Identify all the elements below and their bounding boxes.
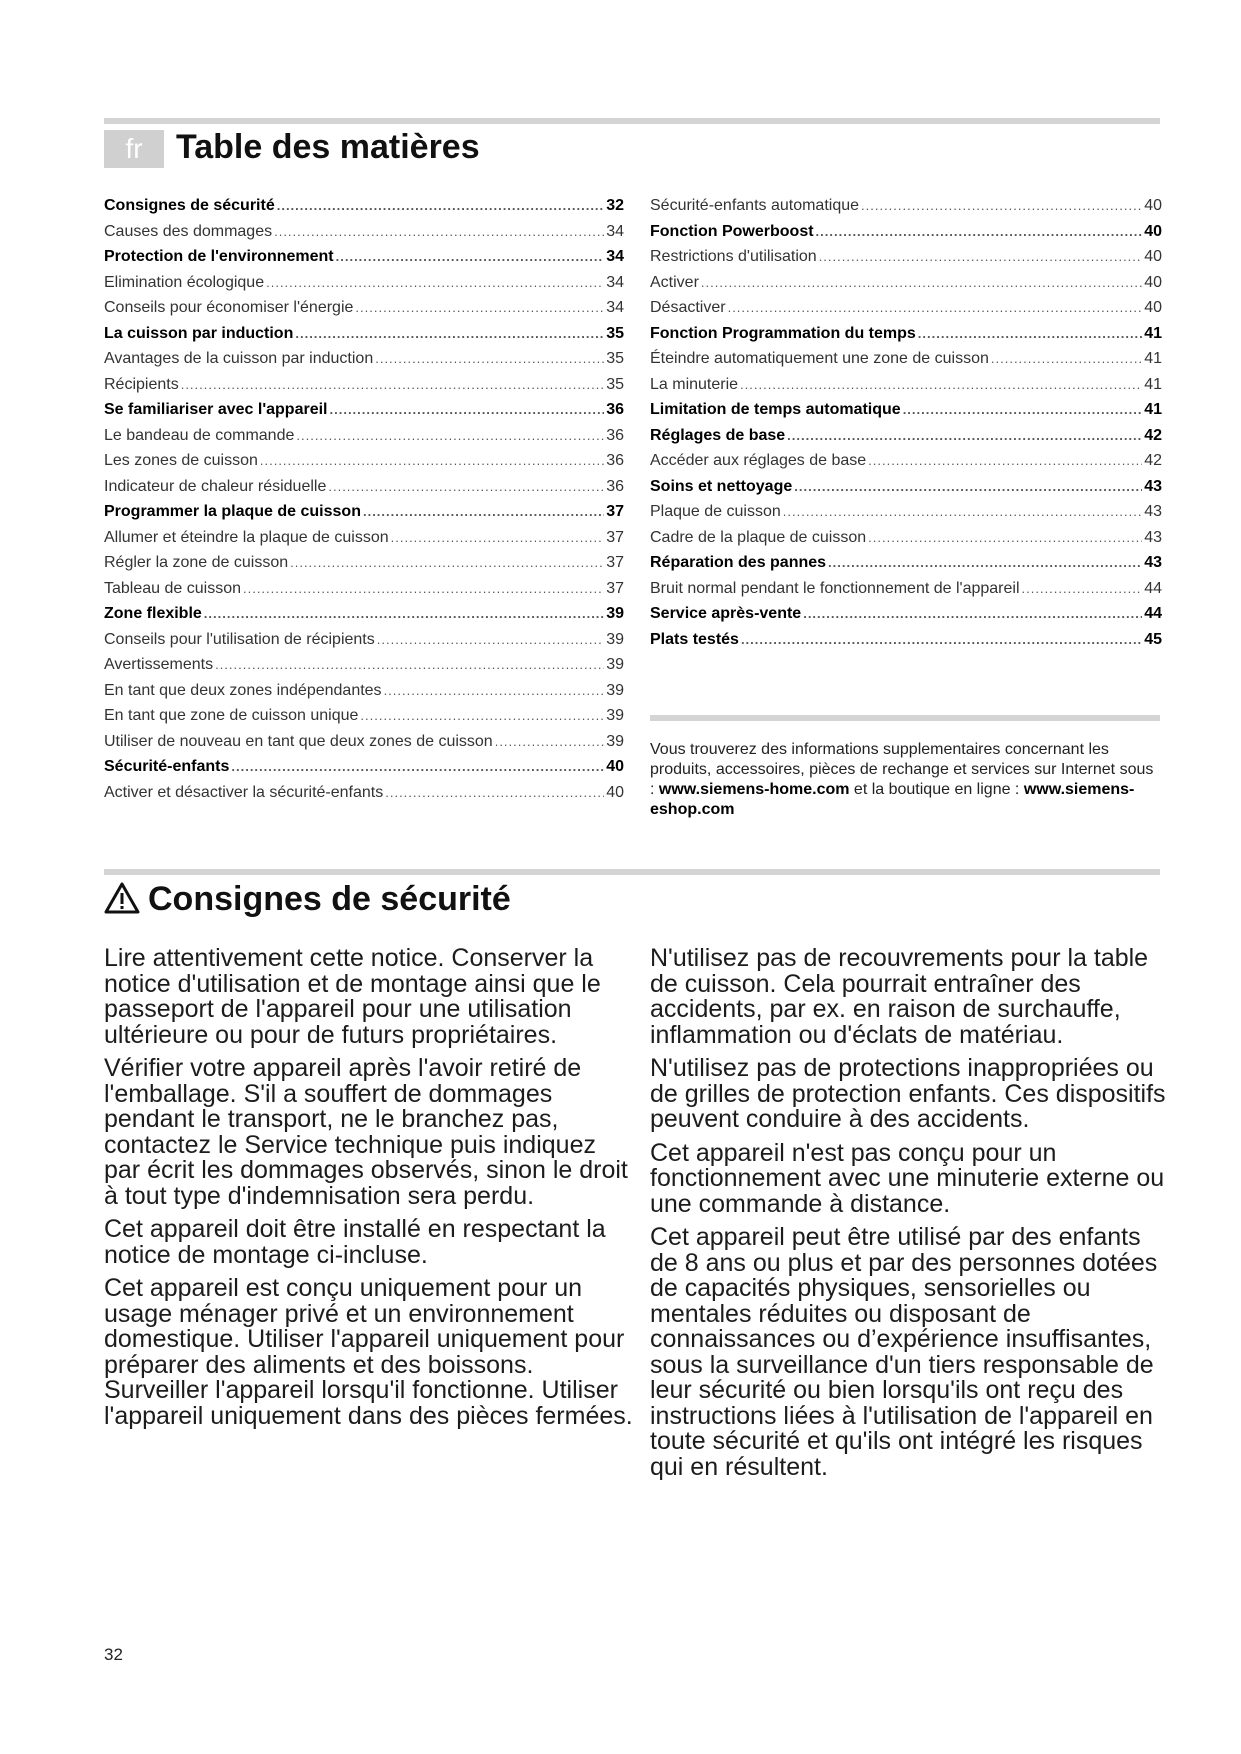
toc-leader-dots [868,525,1142,551]
toc-leader-dots [274,219,604,245]
toc-entry[interactable] [650,295,1162,321]
toc-entry[interactable] [104,499,624,525]
toc-entry[interactable] [104,627,624,653]
toc-entry-page: 36 [606,401,624,418]
toc-entry[interactable] [104,244,624,270]
toc-leader-dots [991,346,1142,372]
toc-entry-page: 41 [1144,401,1162,418]
toc-entry[interactable] [104,550,624,576]
toc-leader-dots [181,372,605,398]
toc-entry[interactable] [104,780,624,806]
toc-leader-dots [363,499,604,525]
toc-entry-page: 35 [606,375,624,393]
toc-entry[interactable] [104,729,624,755]
toc-leader-dots [918,321,1142,347]
toc-entry-page: 37 [606,579,624,597]
toc-entry-page: 40 [1144,197,1162,214]
toc-leader-dots [377,627,604,653]
toc-entry[interactable] [650,627,1162,653]
toc-entry[interactable] [650,270,1162,296]
safety-paragraph: Cet appareil peut être utilisé par des enfants de 8 ans ou plus et par des personnes dotées de capacités physiques, sensorielles ou mentales réduites ou disposant de connaissances ou d’expérience insuffisantes, sous la surveillance d'un tiers responsable de leur sécurité ou bien lorsqu'ils ont reçu des instructions liées à l'utilisation de l'appareil en toute sécurité et qu'ils ont intégré les risques qui en résultent. [650,1223,1158,1481]
toc-entry-page: 40 [1144,299,1162,316]
toc-entry[interactable] [104,423,624,449]
toc-entry[interactable] [104,321,624,347]
toc-entry[interactable] [104,448,624,474]
toc-leader-dots [783,499,1142,525]
toc-entry[interactable] [104,270,624,296]
toc-entry[interactable] [104,346,624,372]
toc-entry-label: Les zones de cuisson [104,452,258,469]
toc-entry-label: Avertissements [104,656,214,673]
toc-leader-dots [266,270,604,296]
toc-entry-page: 40 [606,758,624,775]
toc-entry-page: 40 [1144,222,1162,240]
toc-leader-dots [495,729,605,755]
toc-entry-label: Causes des dommages [104,222,273,240]
toc-entry[interactable] [650,321,1162,347]
toc-entry-page: 40 [1144,273,1162,291]
toc-leader-dots [701,270,1142,296]
toc-leader-dots [296,423,604,449]
safety-top-rule [104,869,1160,875]
toc-entry-page: 36 [606,477,624,495]
toc-entry-page: 41 [1144,350,1162,367]
safety-left-column [104,946,634,1437]
toc-entry-label: Réparation des pannes [650,554,827,571]
toc-leader-dots [277,193,604,219]
toc-leader-dots [803,601,1142,627]
safety-paragraph: Lire attentivement cette notice. Conserver la notice d'utilisation et de montage ainsi que le passeport de l'appareil pour une utilisation ultérieure ou pour de futurs propriétaires. [104,944,601,1049]
toc-entry-label: Limitation de temps automatique [650,401,901,418]
toc-entry-page: 34 [606,222,624,240]
toc-leader-dots [290,550,604,576]
toc-entry-page: 35 [606,324,624,342]
toc-entry-label: Elimination écologique [104,273,265,291]
toc-entry-page: 39 [606,605,624,622]
toc-leader-dots [231,754,604,780]
toc-leader-dots [260,448,604,474]
toc-entry-label: Régler la zone de cuisson [104,554,289,571]
toc-entry[interactable] [650,244,1162,270]
toc-entry[interactable] [104,295,624,321]
toc-entry-label: Zone flexible [104,605,202,622]
toc-leader-dots [360,703,604,729]
toc-entry-page: 34 [606,299,624,316]
toc-leader-dots [740,372,1142,398]
online-info-text-1: Vous trouverez des informations supplementaires concernant les produits, accessoires, pièces de rechange et services sur Internet sous : [650,741,1154,798]
toc-entry[interactable] [104,576,624,602]
siemens-home-link[interactable]: www.siemens-home.com [658,781,850,798]
toc-entry-label: Plaque de cuisson [650,503,781,520]
toc-entry[interactable] [104,652,624,678]
toc-leader-dots [391,525,605,551]
toc-leader-dots [728,295,1143,321]
toc-entry[interactable] [104,601,624,627]
toc-entry-page: 41 [1144,375,1162,393]
toc-entry-label: En tant que deux zones indépendantes [104,681,382,699]
toc-leader-dots [385,780,604,806]
toc-entry[interactable] [650,193,1162,219]
toc-leader-dots [828,550,1142,576]
toc-leader-dots [794,474,1142,500]
toc-entry[interactable] [104,525,624,551]
toc-title: Table des matières [176,128,480,166]
toc-entry-label: Avantages de la cuisson par induction [104,350,374,367]
safety-paragraph: Cet appareil est conçu uniquement pour un usage ménager privé et un environnement domestique. Utiliser l'appareil uniquement pour préparer des aliments et des boissons. Surveiller l'appareil lorsqu'il fonctionne. Utiliser l'appareil uniquement dans des pièces fermées. [104,1274,633,1430]
toc-entry-label: Allumer et éteindre la plaque de cuisson [104,528,389,546]
toc-entry-label: Soins et nettoyage [650,477,793,495]
toc-entry-page: 40 [1144,248,1162,265]
toc-entry-page: 45 [1144,630,1162,648]
toc-entry-label: Consignes de sécurité [104,197,275,214]
toc-entry-label: Conseils pour économiser l'énergie [104,299,354,316]
toc-entry-label: La cuisson par induction [104,324,294,342]
toc-entry-page: 42 [1144,426,1162,444]
toc-entry-label: Désactiver [650,299,726,316]
toc-entry-label: Tableau de cuisson [104,579,241,597]
toc-entry-label: Sécurité-enfants automatique [650,197,860,214]
toc-entry-page: 43 [1144,503,1162,520]
toc-entry-label: Le bandeau de commande [104,426,295,444]
toc-entry[interactable] [104,372,624,398]
toc-entry[interactable] [650,397,1162,423]
toc-top-rule [104,118,1160,124]
toc-entry-label: Conseils pour l'utilisation de récipients [104,630,375,648]
toc-entry-label: Restrictions d'utilisation [650,248,817,265]
toc-entry[interactable] [650,576,1162,602]
toc-entry[interactable] [650,372,1162,398]
toc-entry[interactable] [104,754,624,780]
toc-entry-page: 36 [606,452,624,469]
toc-left-column [104,193,624,805]
toc-entry-page: 34 [606,273,624,291]
toc-entry-label: Programmer la plaque de cuisson [104,503,361,520]
toc-entry-page: 43 [1144,528,1162,546]
toc-entry-page: 39 [606,707,624,724]
toc-entry[interactable] [104,219,624,245]
warning-triangle-icon [104,882,140,923]
toc-entry-page: 34 [606,248,624,265]
safety-heading [104,880,511,923]
toc-entry-label: Protection de l'environnement [104,248,334,265]
toc-leader-dots [204,601,604,627]
toc-entry[interactable] [104,193,624,219]
page-number: 32 [104,1645,123,1664]
toc-entry-page: 32 [606,197,624,214]
toc-entry-page: 36 [606,426,624,444]
toc-leader-dots [336,244,605,270]
toc-entry-label: Cadre de la plaque de cuisson [650,528,867,546]
toc-entry-label: Activer [650,273,699,291]
toc-entry-label: Récipients [104,375,179,393]
toc-leader-dots [330,397,605,423]
toc-entry-page: 35 [606,350,624,367]
info-rule [650,715,1160,721]
toc-entry-page: 44 [1144,579,1162,597]
toc-entry-label: Se familiariser avec l'appareil [104,401,328,418]
toc-entry[interactable] [650,601,1162,627]
toc-leader-dots [355,295,604,321]
toc-leader-dots [861,193,1142,219]
toc-leader-dots [375,346,604,372]
toc-entry-page: 37 [606,503,624,520]
toc-leader-dots [384,678,605,704]
toc-entry-page: 37 [606,528,624,546]
toc-leader-dots [903,397,1143,423]
toc-entry[interactable] [650,474,1162,500]
toc-leader-dots [787,423,1142,449]
toc-entry[interactable] [650,525,1162,551]
toc-entry-label: Bruit normal pendant le fonctionnement de l'appareil [650,579,1020,597]
toc-leader-dots [295,321,604,347]
toc-entry-label: Service après-vente [650,605,802,622]
toc-leader-dots [328,474,604,500]
toc-entry-label: Indicateur de chaleur résiduelle [104,477,327,495]
toc-entry-page: 43 [1144,554,1162,571]
toc-entry[interactable] [104,397,624,423]
toc-entry[interactable] [650,219,1162,245]
toc-leader-dots [819,244,1143,270]
toc-entry[interactable] [650,499,1162,525]
toc-leader-dots [741,627,1142,653]
toc-entry[interactable] [650,448,1162,474]
language-tag: fr [104,130,164,168]
toc-entry[interactable] [650,346,1162,372]
toc-entry-label: Fonction Programmation du temps [650,324,916,342]
safety-paragraph: N'utilisez pas de protections inappropriées ou de grilles de protection enfants. Ces dispositifs peuvent conduire à des accidents. [650,1054,1166,1133]
safety-paragraph: Cet appareil n'est pas conçu pour un fonctionnement avec une minuterie externe ou une commande à distance. [650,1138,1165,1218]
toc-entry-page: 43 [1144,477,1162,495]
toc-leader-dots [868,448,1142,474]
toc-entry-page: 39 [606,656,624,673]
toc-entry-page: 39 [606,732,624,750]
toc-entry[interactable] [650,423,1162,449]
toc-entry-page: 39 [606,681,624,699]
safety-title: Consignes de sécurité [148,880,511,918]
toc-entry-label: Réglages de base [650,426,786,444]
online-info-text-2: et la boutique en ligne : [849,781,1024,798]
toc-entry-label: Fonction Powerboost [650,222,814,240]
toc-entry-label: Utiliser de nouveau en tant que deux zones de cuisson [104,732,493,750]
safety-paragraph: N'utilisez pas de recouvrements pour la table de cuisson. Cela pourrait entraîner des accidents, par ex. en raison de surchauffe, inflammation ou d'éclats de matériau. [650,944,1149,1049]
toc-leader-dots [243,576,604,602]
toc-right-column [650,193,1162,652]
toc-entry-label: Sécurité-enfants [104,758,230,775]
toc-entry-label: Éteindre automatiquement une zone de cuisson [650,350,989,367]
toc-entry[interactable] [104,703,624,729]
toc-leader-dots [215,652,604,678]
toc-entry-page: 42 [1144,452,1162,469]
toc-entry-page: 37 [606,554,624,571]
toc-entry[interactable] [104,474,624,500]
siemens-eshop-link[interactable]: www.siemens-eshop.com [650,781,1135,818]
safety-paragraph: Vérifier votre appareil après l'avoir retiré de l'emballage. S'il a souffert de dommages pendant le transport, ne le branchez pas, contactez le Service technique puis indiquez par écrit les dommages observés, sinon le droit à tout type d'indemnisation sera perdu. [104,1054,628,1210]
toc-entry-page: 44 [1144,605,1162,622]
toc-leader-dots [1022,576,1143,602]
toc-entry[interactable] [650,550,1162,576]
toc-entry-page: 39 [606,630,624,648]
safety-paragraph: Cet appareil doit être installé en respectant la notice de montage ci-incluse. [104,1215,606,1269]
toc-entry-label: En tant que zone de cuisson unique [104,707,359,724]
toc-entry-label: Activer et désactiver la sécurité-enfants [104,783,384,801]
toc-entry[interactable] [104,678,624,704]
toc-entry-label: Plats testés [650,630,739,648]
toc-leader-dots [816,219,1143,245]
toc-entry-label: Accéder aux réglages de base [650,452,867,469]
toc-entry-page: 40 [606,783,624,801]
safety-right-column [650,946,1170,1488]
toc-entry-label: La minuterie [650,375,739,393]
online-info-note [650,740,1160,820]
toc-entry-page: 41 [1144,324,1162,342]
